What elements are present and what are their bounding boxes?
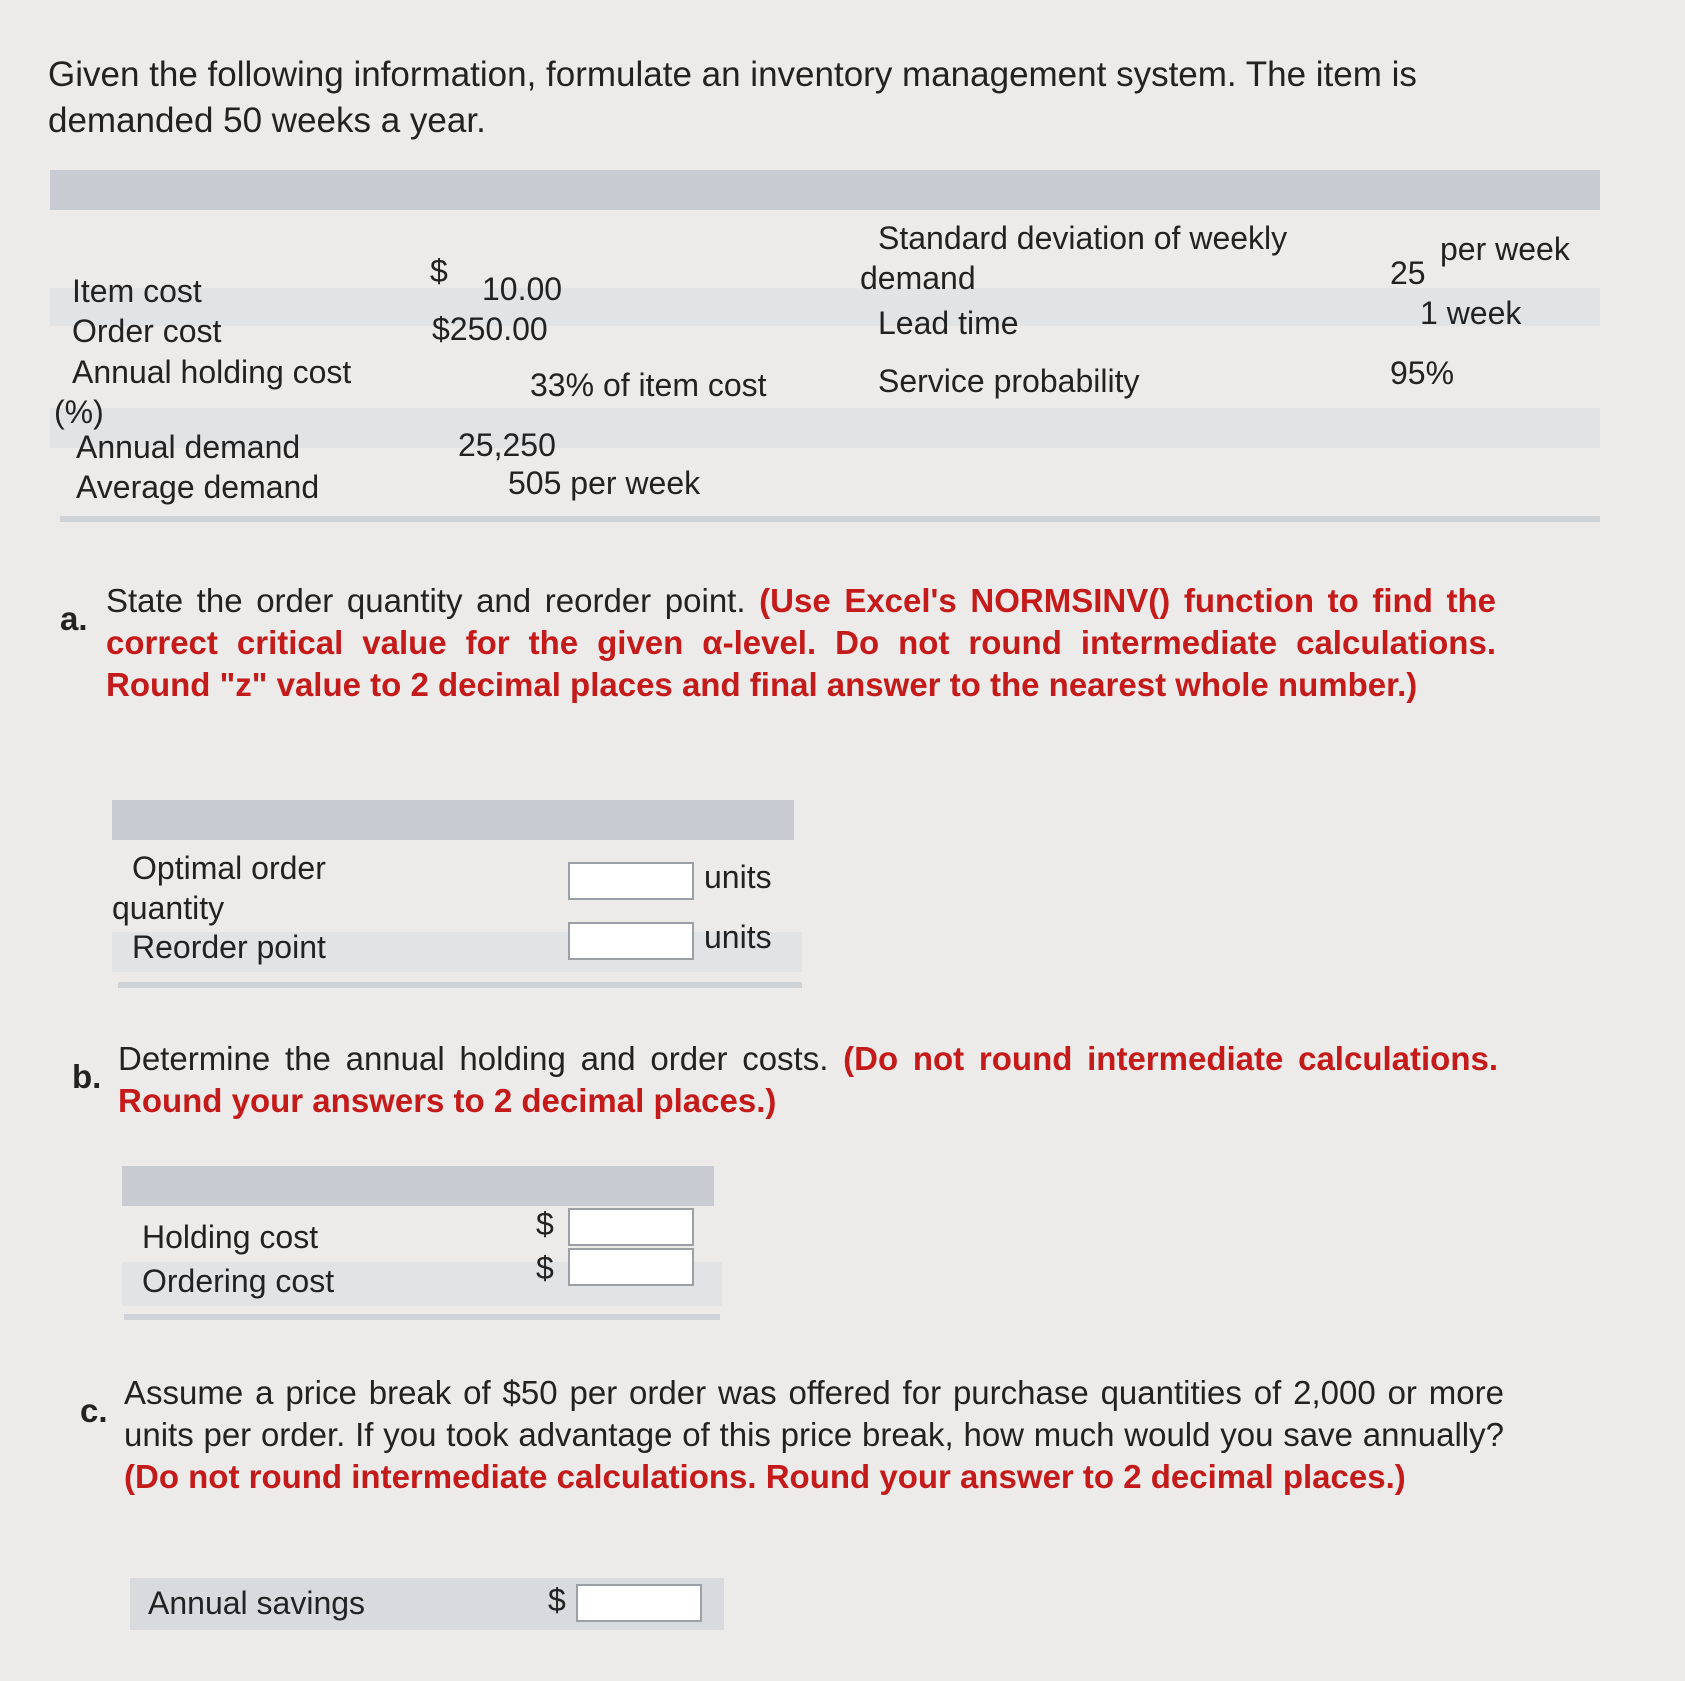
- ordering-cost-label: Ordering cost: [142, 1263, 335, 1299]
- std-dev-value: 25: [1390, 255, 1426, 291]
- service-probability-label: Service probability: [878, 363, 1140, 399]
- part-b-question: [118, 1038, 1498, 1122]
- order-cost-label: Order cost: [72, 313, 222, 349]
- item-cost-currency: $: [430, 253, 448, 289]
- table-header-bar: [122, 1166, 714, 1206]
- holding-cost-currency: $: [536, 1206, 554, 1242]
- holding-cost-answer-label: Holding cost: [142, 1219, 319, 1255]
- part-a-question: [106, 580, 1496, 706]
- item-cost-label: Item cost: [72, 273, 202, 309]
- ordering-cost-input[interactable]: [568, 1248, 694, 1286]
- part-b-instruction: (Do not round intermediate calculations. Round your answers to 2 decimal places.): [118, 1040, 1499, 1119]
- holding-cost-value: 33% of item cost: [530, 367, 767, 403]
- table-header-bar: [112, 800, 794, 840]
- table-header-bar: [50, 170, 1600, 210]
- table-bottom-rule: [124, 1314, 720, 1320]
- part-a-letter: a.: [60, 600, 88, 637]
- optimal-order-quantity-input[interactable]: [568, 862, 694, 900]
- average-demand-value: 505 per week: [508, 465, 701, 501]
- std-dev-label: Standard deviation of weekly demand: [860, 220, 1288, 296]
- annual-savings-currency: $: [548, 1582, 566, 1618]
- part-c-answer-table: [130, 1578, 724, 1632]
- table-bottom-rule: [60, 516, 1600, 522]
- part-a-answer-table: [112, 800, 802, 990]
- given-data-table: [50, 170, 1600, 530]
- part-a-text: State the order quantity and reorder point.: [106, 582, 746, 619]
- reorder-point-input[interactable]: [568, 922, 694, 960]
- part-c-question: [124, 1372, 1504, 1498]
- table-row-stripe: [50, 288, 1600, 326]
- holding-cost-label: Annual holding cost (%): [54, 354, 352, 430]
- part-a-instruction: (Use Excel's NORMSINV() function to find the correct critical value for the given α-level. Do not round intermediate calculations. Round "z" value to 2 decimal places and final answer to the nearest whole number.): [106, 582, 1496, 703]
- item-cost-value: 10.00: [482, 271, 563, 307]
- ordering-cost-currency: $: [536, 1250, 554, 1286]
- part-b-letter: b.: [72, 1058, 102, 1095]
- lead-time-value: 1 week: [1420, 295, 1522, 331]
- optimal-order-quantity-unit: units: [704, 859, 772, 895]
- annual-savings-input[interactable]: [576, 1584, 702, 1622]
- std-dev-unit: per week: [1440, 231, 1570, 267]
- reorder-point-label: Reorder point: [132, 929, 326, 965]
- part-b-text: Determine the annual holding and order costs.: [118, 1040, 829, 1077]
- table-bottom-rule: [118, 982, 802, 988]
- annual-demand-label: Annual demand: [76, 429, 301, 465]
- reorder-point-unit: units: [704, 919, 772, 955]
- part-b-answer-table: [122, 1166, 722, 1336]
- average-demand-label: Average demand: [76, 469, 320, 505]
- service-probability-value: 95%: [1390, 355, 1455, 391]
- part-c-letter: c.: [80, 1392, 108, 1429]
- lead-time-label: Lead time: [878, 305, 1019, 341]
- annual-demand-value: 25,250: [458, 427, 556, 463]
- order-cost-value: $250.00: [432, 311, 548, 347]
- holding-cost-input[interactable]: [568, 1208, 694, 1246]
- intro-text: Given the following information, formulate an inventory management system. The item is demanded 50 weeks a year.: [48, 55, 1417, 140]
- optimal-order-quantity-label: Optimal order quantity: [112, 850, 326, 926]
- part-c-text: Assume a price break of $50 per order was offered for purchase quantities of 2,000 or more units per order. If you took advantage of this price break, how much would you save annually?: [124, 1374, 1504, 1453]
- part-c-instruction: (Do not round intermediate calculations. Round your answer to 2 decimal places.): [124, 1458, 1406, 1495]
- annual-savings-label: Annual savings: [148, 1585, 366, 1621]
